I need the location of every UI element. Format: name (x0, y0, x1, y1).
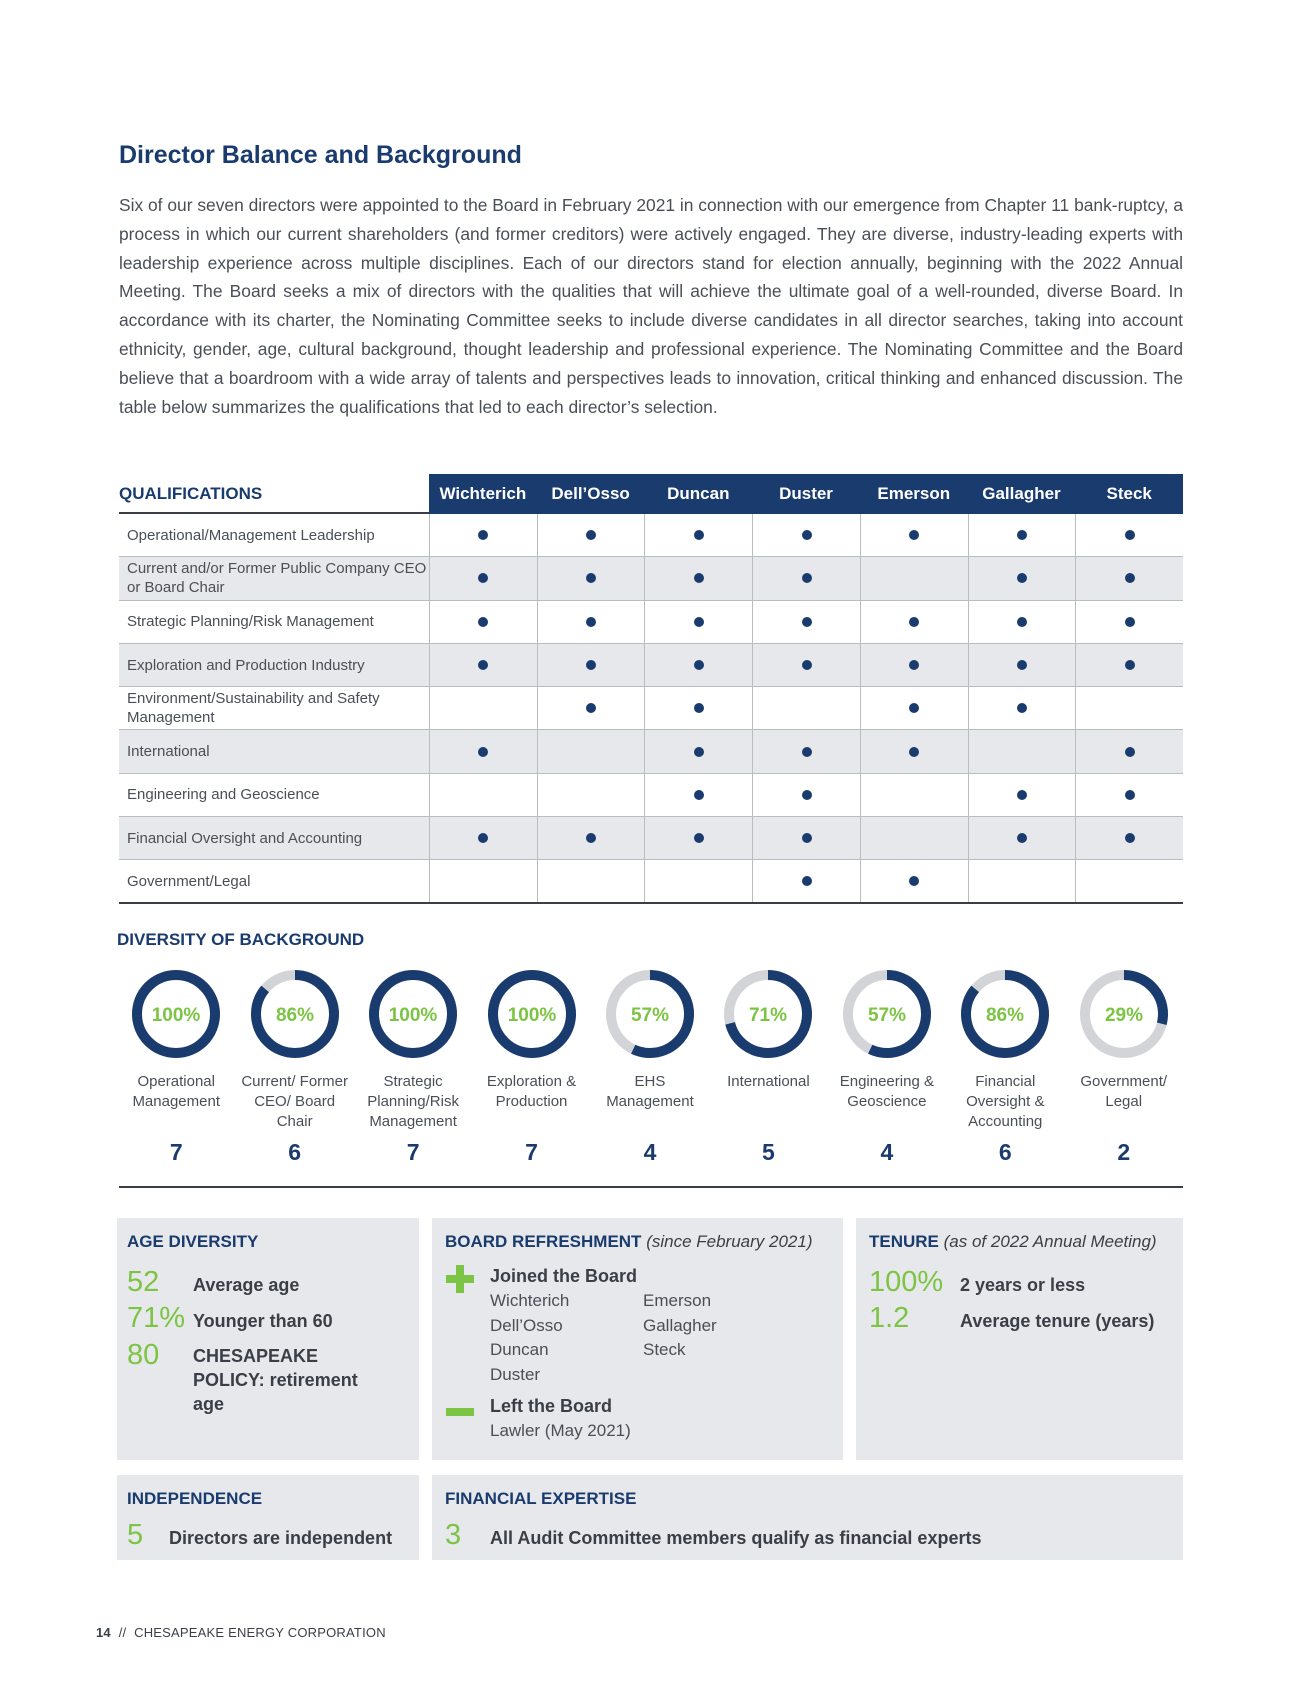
qualification-cell (644, 730, 752, 772)
bullet-dot-icon (1017, 833, 1027, 843)
qualification-cell (644, 601, 752, 643)
director-name: Dell’Osso (490, 1315, 563, 1335)
qualification-cell (752, 730, 860, 772)
diversity-item (235, 968, 353, 1166)
qualification-cell (752, 860, 860, 901)
minus-icon (446, 1408, 474, 1416)
qualification-cell (537, 601, 645, 643)
age-stat-under-60 (127, 1302, 409, 1338)
intro-paragraph: Six of our seven directors were appointed to the Board in February 2021 in connection with our emergence from Chapter 11 bank-ruptcy, a process in which our current shareholders (and former creditors) were actively engaged. They are diverse, industry-leading experts with leadership experience across multiple disciplines. Each of our directors stand for election annually, beginning with the 2022 Annual Meeting. The Board seeks a mix of directors with the qualities that will achieve the ultimate goal of a well-rounded, diverse Board. In accordance with its charter, the Nominating Committee seeks to include diverse candidates in all director searches, taking into account ethnicity, gender, age, cultural background, thought leadership and professional experience. The Nominating Committee and the Board believe that a boardroom with a wide array of talents and perspectives leads to innovation, critical thinking and enhanced discussion. The table below summarizes the qualifications that led to each director’s selection. (119, 195, 1183, 417)
age-diversity-box (117, 1218, 419, 1460)
board-refreshment-heading: BOARD REFRESHMENT (445, 1232, 642, 1251)
donut-chart (486, 968, 578, 1060)
donut-chart (604, 968, 696, 1060)
donut-category: Exploration & Production (486, 1073, 577, 1110)
donut-chart (1078, 968, 1170, 1060)
tenure-title (869, 1232, 1170, 1252)
qualification-label: Strategic Planning/Risk Management (127, 613, 374, 631)
bullet-dot-icon (1125, 747, 1135, 757)
qualification-label: Engineering and Geoscience (127, 786, 320, 804)
director-name: Steck (643, 1340, 686, 1359)
tenure-stat-label: Average tenure (years) (960, 1311, 1155, 1331)
qualification-row (119, 557, 1183, 600)
qualification-cell (968, 817, 1076, 859)
qualification-label: Operational/Management Leadership (127, 526, 375, 544)
qualification-cell (1075, 687, 1183, 729)
bullet-dot-icon (478, 617, 488, 627)
qualification-row (119, 817, 1183, 860)
qualification-cell (1075, 644, 1183, 686)
page-title: Director Balance and Background (119, 141, 522, 169)
donut-chart (841, 968, 933, 1060)
qualification-cell (537, 774, 645, 816)
qualification-row (119, 730, 1183, 773)
board-refreshment-subtitle: (since February 2021) (646, 1232, 813, 1251)
qualifications-table (119, 474, 1183, 904)
qualification-row (119, 514, 1183, 557)
donut-percent-label: 86% (275, 1005, 314, 1026)
independence-label: Directors are independent (169, 1528, 393, 1548)
qualification-cell (968, 557, 1076, 599)
donut-count: 2 (1117, 1139, 1131, 1165)
bullet-dot-icon (1125, 573, 1135, 583)
bullet-dot-icon (1017, 617, 1027, 627)
diversity-item (1065, 968, 1183, 1166)
bullet-dot-icon (1125, 530, 1135, 540)
qualification-row (119, 774, 1183, 817)
qualification-row (119, 687, 1183, 730)
qualification-cell (752, 687, 860, 729)
bullet-dot-icon (1125, 833, 1135, 843)
donut-category: Strategic Planning/Risk Management (367, 1073, 459, 1130)
qualification-cell (860, 860, 968, 901)
qualification-label: Current and/or Former Public Company CEO or Board Chair (127, 560, 427, 597)
joined-names-col1 (490, 1289, 643, 1387)
qualification-cell (429, 860, 537, 901)
age-stat-label: Average age (193, 1275, 300, 1295)
donut-count: 4 (880, 1139, 894, 1165)
plus-icon (446, 1265, 474, 1293)
age-stat-value: 52 (127, 1266, 160, 1298)
tenure-stat (869, 1302, 1170, 1338)
age-stats (127, 1266, 409, 1416)
bullet-dot-icon (909, 876, 919, 886)
donut-count: 7 (525, 1139, 538, 1165)
bullet-dot-icon (694, 703, 704, 713)
bullet-dot-icon (909, 660, 919, 670)
donut-count: 6 (288, 1139, 302, 1165)
qualification-cell (644, 557, 752, 599)
bullet-dot-icon (1017, 573, 1027, 583)
qualification-cell (860, 687, 968, 729)
footer-separator: // (118, 1625, 127, 1640)
bullet-dot-icon (478, 660, 488, 670)
qualification-cell (429, 601, 537, 643)
qualification-cell (752, 514, 860, 556)
qualifications-header-row (119, 474, 1183, 514)
director-header: Wichterich (439, 484, 527, 503)
donut-chart (130, 968, 222, 1060)
qualification-cell (860, 730, 968, 772)
qualification-cell (1075, 557, 1183, 599)
qualification-cell (644, 644, 752, 686)
tenure-stat-value: 1.2 (869, 1302, 910, 1334)
qualification-cell (537, 817, 645, 859)
qualification-label: Government/Legal (127, 872, 251, 890)
qualification-cell (429, 557, 537, 599)
qualifications-header: QUALIFICATIONS (119, 474, 429, 514)
qualification-label: Environment/Sustainability and Safety Management (127, 690, 380, 727)
tenure-stat-value: 100% (869, 1266, 944, 1298)
page-number: 14 (96, 1625, 111, 1640)
bullet-dot-icon (478, 833, 488, 843)
financial-expertise-title: FINANCIAL EXPERTISE (445, 1489, 637, 1508)
diversity-title: DIVERSITY OF BACKGROUND (117, 930, 365, 949)
qualification-cell (968, 514, 1076, 556)
age-stat-average (127, 1266, 409, 1302)
qualification-label: Financial Oversight and Accounting (127, 829, 363, 847)
qualification-cell (752, 817, 860, 859)
donut-category: Financial Oversight & Accounting (966, 1073, 1045, 1130)
donut-category: EHS Management (606, 1073, 694, 1110)
diversity-donuts (117, 968, 1183, 1166)
qualification-cell (860, 601, 968, 643)
qualification-cell (968, 730, 1076, 772)
director-header: Gallagher (982, 484, 1061, 503)
bullet-dot-icon (1017, 790, 1027, 800)
age-stat-value: 80 (127, 1339, 160, 1371)
director-header: Duncan (667, 484, 730, 503)
donut-count: 6 (998, 1139, 1012, 1165)
bullet-dot-icon (909, 703, 919, 713)
age-stat-value: 71% (127, 1302, 186, 1334)
qualification-cell (537, 557, 645, 599)
tenure-subtitle: (as of 2022 Annual Meeting) (943, 1232, 1157, 1251)
qualification-cell (1075, 514, 1183, 556)
qualification-row (119, 860, 1183, 903)
bullet-dot-icon (478, 573, 488, 583)
diversity-item (709, 968, 827, 1166)
bullet-dot-icon (802, 747, 812, 757)
bullet-dot-icon (586, 833, 596, 843)
joined-names-col2 (643, 1289, 717, 1387)
bullet-dot-icon (1125, 790, 1135, 800)
donut-count: 4 (643, 1139, 657, 1165)
donut-chart (722, 968, 814, 1060)
qualification-cell (429, 774, 537, 816)
donut-percent-label: 100% (151, 1005, 201, 1026)
donut-percent-label: 86% (986, 1005, 1025, 1026)
tenure-stat (869, 1266, 1170, 1302)
bullet-dot-icon (802, 573, 812, 583)
donut-percent-label: 57% (867, 1005, 906, 1026)
bullet-dot-icon (1017, 703, 1027, 713)
donut-chart (367, 968, 459, 1060)
donut-percent-label: 71% (749, 1005, 788, 1026)
qualification-cell (1075, 774, 1183, 816)
qualification-row (119, 644, 1183, 687)
left-section (490, 1396, 631, 1444)
independence-title: INDEPENDENCE (127, 1489, 263, 1508)
qualification-cell (644, 687, 752, 729)
qualification-cell (644, 817, 752, 859)
tenure-stat-label: 2 years or less (960, 1275, 1086, 1295)
bullet-dot-icon (586, 573, 596, 583)
tenure-heading: TENURE (869, 1232, 939, 1251)
financial-expertise-value: 3 (445, 1519, 462, 1551)
qualification-cell (1075, 817, 1183, 859)
financial-expertise-box (432, 1475, 1183, 1560)
independence-stat (127, 1519, 409, 1552)
donut-count: 7 (169, 1139, 183, 1165)
qualification-cell (860, 644, 968, 686)
qualification-cell (1075, 601, 1183, 643)
donut-category: Government/ Legal (1080, 1073, 1168, 1110)
bullet-dot-icon (1017, 660, 1027, 670)
bullet-dot-icon (694, 747, 704, 757)
tenure-box (856, 1218, 1183, 1460)
donut-count: 7 (406, 1139, 420, 1165)
age-stat-retirement (127, 1338, 409, 1416)
donut-percent-label: 57% (630, 1005, 669, 1026)
diversity-item (117, 968, 235, 1166)
qualification-row (119, 601, 1183, 644)
bullet-dot-icon (1125, 660, 1135, 670)
page-footer (96, 1625, 386, 1640)
qualification-cell (860, 514, 968, 556)
age-stat-label: CHESAPEAKE POLICY: retirement age (193, 1346, 358, 1414)
donut-category: Engineering & Geoscience (839, 1073, 934, 1110)
bullet-dot-icon (909, 530, 919, 540)
bullet-dot-icon (802, 617, 812, 627)
footer-company: CHESAPEAKE ENERGY CORPORATION (134, 1625, 386, 1640)
director-header-bar (429, 474, 1183, 514)
qualification-cell (1075, 730, 1183, 772)
director-header: Steck (1106, 484, 1152, 503)
qualification-cell (968, 687, 1076, 729)
bullet-dot-icon (802, 660, 812, 670)
bullet-dot-icon (694, 617, 704, 627)
donut-category: International (727, 1073, 810, 1090)
age-stat-label: Younger than 60 (193, 1311, 333, 1331)
bullet-dot-icon (802, 876, 812, 886)
diversity-item (472, 968, 590, 1166)
joined-section (490, 1266, 717, 1387)
bullet-dot-icon (694, 530, 704, 540)
bullet-dot-icon (909, 617, 919, 627)
bullet-dot-icon (478, 747, 488, 757)
bullet-dot-icon (1017, 530, 1027, 540)
bullet-dot-icon (478, 530, 488, 540)
financial-expertise-stat (445, 1519, 1170, 1552)
donut-category: Current/ Former CEO/ Board Chair (241, 1073, 348, 1130)
bullet-dot-icon (586, 617, 596, 627)
bullet-dot-icon (909, 747, 919, 757)
donut-category: Operational Management (132, 1073, 220, 1110)
director-name: Duncan (490, 1340, 549, 1359)
donut-percent-label: 100% (507, 1005, 556, 1026)
qualification-cell (968, 601, 1076, 643)
bullet-dot-icon (802, 833, 812, 843)
director-header: Duster (779, 484, 833, 503)
qualification-cell (644, 860, 752, 901)
director-name: Gallagher (643, 1315, 717, 1335)
qualification-cell (860, 817, 968, 859)
joined-label: Joined the Board (490, 1266, 638, 1286)
bullet-dot-icon (694, 833, 704, 843)
board-refreshment-box (432, 1218, 843, 1460)
bullet-dot-icon (694, 573, 704, 583)
qualification-cell (752, 601, 860, 643)
qualification-cell (860, 774, 968, 816)
diversity-item (828, 968, 946, 1166)
bullet-dot-icon (586, 703, 596, 713)
qualification-cell (752, 644, 860, 686)
bullet-dot-icon (586, 660, 596, 670)
qualification-cell (644, 514, 752, 556)
board-refreshment-title (445, 1232, 830, 1252)
age-diversity-title: AGE DIVERSITY (127, 1232, 259, 1251)
diversity-item (591, 968, 709, 1166)
bullet-dot-icon (802, 530, 812, 540)
qualification-cell (968, 860, 1076, 901)
qualification-cell (429, 730, 537, 772)
diversity-divider (119, 1186, 1183, 1188)
donut-chart (959, 968, 1051, 1060)
independence-box (117, 1475, 419, 1560)
qualification-cell (429, 687, 537, 729)
tenure-stats (869, 1266, 1170, 1338)
qualification-cell (752, 774, 860, 816)
left-names: Lawler (May 2021) (490, 1421, 631, 1440)
financial-expertise-label: All Audit Committee members qualify as financial experts (490, 1528, 982, 1548)
qualification-cell (429, 514, 537, 556)
qualification-cell (537, 644, 645, 686)
qualification-cell (644, 774, 752, 816)
left-label: Left the Board (490, 1396, 613, 1416)
qualifications-rows (119, 514, 1183, 904)
donut-chart (249, 968, 341, 1060)
director-header: Dell’Osso (551, 484, 630, 503)
donut-percent-label: 100% (388, 1005, 438, 1026)
director-name: Duster (490, 1364, 541, 1384)
qualification-cell (1075, 860, 1183, 901)
director-name: Emerson (643, 1291, 712, 1310)
qualification-cell (429, 817, 537, 859)
qualification-cell (429, 644, 537, 686)
qualification-cell (537, 514, 645, 556)
bullet-dot-icon (694, 790, 704, 800)
donut-count: 5 (762, 1139, 775, 1165)
bullet-dot-icon (586, 530, 596, 540)
bullet-dot-icon (802, 790, 812, 800)
qualification-label: International (127, 743, 210, 761)
qualification-cell (752, 557, 860, 599)
diversity-item (946, 968, 1064, 1166)
qualification-label: Exploration and Production Industry (127, 656, 365, 674)
bullet-dot-icon (1125, 617, 1135, 627)
director-header: Emerson (877, 484, 951, 503)
diversity-item (354, 968, 472, 1166)
director-name: Wichterich (490, 1291, 570, 1310)
independence-value: 5 (127, 1519, 144, 1551)
donut-percent-label: 29% (1104, 1005, 1143, 1026)
bullet-dot-icon (694, 660, 704, 670)
qualification-cell (537, 730, 645, 772)
qualification-cell (860, 557, 968, 599)
joined-names (490, 1289, 717, 1387)
qualification-cell (537, 687, 645, 729)
qualification-cell (968, 774, 1076, 816)
qualification-cell (537, 860, 645, 901)
qualification-cell (968, 644, 1076, 686)
